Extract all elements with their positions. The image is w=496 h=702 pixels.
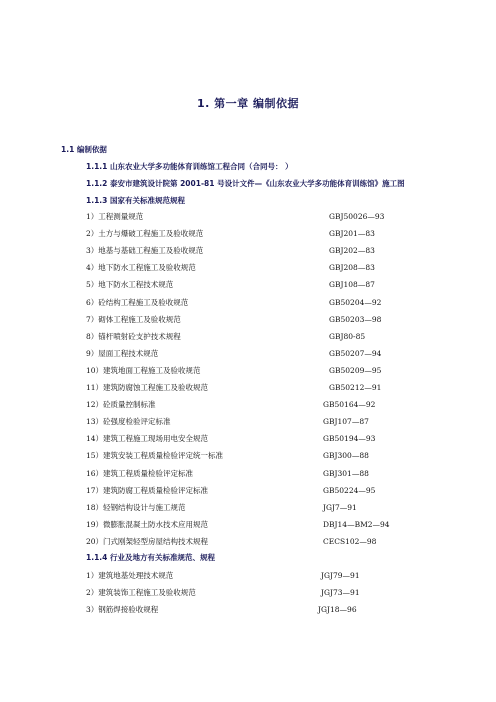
- standard-list-item: [86, 588, 360, 598]
- standard-list-item: [86, 485, 376, 496]
- standard-code: GB50194—93: [323, 434, 376, 444]
- standard-code: GBJ50026—93: [329, 212, 385, 221]
- standard-code: JGJ79—91: [321, 571, 360, 580]
- standard-list-item: [86, 314, 382, 325]
- standard-list-item: [86, 434, 376, 444]
- standard-code: GBJ201—83: [329, 229, 375, 239]
- standard-name: 4）地下防水工程施工及验收规范: [86, 263, 196, 273]
- standard-list-item: [86, 536, 377, 547]
- standard-list-item: [86, 383, 382, 393]
- standard-list-item: [86, 246, 375, 256]
- standard-name: 3）地基与基础工程施工及验收规范: [86, 246, 204, 256]
- standard-name: 8）锚杆喷射砼支护技术规程: [86, 331, 181, 341]
- section-heading-1-1-1: 1.1.1 山东农业大学多功能体育训练馆工程合同（合同号： ）: [86, 162, 293, 171]
- standard-code: GB50224—95: [323, 485, 376, 495]
- standard-list-item: [86, 331, 366, 342]
- standard-name: 5）地下防水工程技术规范: [86, 280, 174, 290]
- standard-list-item: [86, 280, 375, 290]
- standard-list-item: [86, 365, 382, 376]
- standard-name: 20）门式刚架轻型房屋结构技术规程: [86, 536, 209, 546]
- standard-code: GB50204—92: [329, 297, 382, 307]
- standard-name: 2）建筑装饰工程施工及验收规范: [86, 588, 196, 598]
- standard-name: 13）砼强度检验评定标准: [86, 417, 171, 427]
- standard-code: JGJ73—91: [321, 588, 360, 598]
- standard-list-item: [86, 212, 385, 222]
- standard-list-item: [86, 605, 357, 615]
- standard-name: 2）土方与爆破工程施工及验收规范: [86, 229, 204, 239]
- section-heading-1-1-2: 1.1.2 泰安市建筑设计院第 2001-81 号设计文件—《山东农业大学多功能体育训练馆》施工图: [86, 179, 405, 188]
- standard-name: 17）建筑防腐工程质量检验评定标准: [86, 485, 209, 495]
- standard-name: 14）建筑工程施工现场用电安全规范: [86, 434, 209, 444]
- standard-code: JGJ7—91: [323, 502, 357, 512]
- standard-code: GB50207—94: [329, 348, 382, 358]
- standard-list-item: [86, 502, 357, 513]
- standard-list-item: [86, 468, 369, 479]
- standard-name: 19）微膨胀混凝土防水技术应用规范: [86, 519, 209, 529]
- standard-code: GB50212—91: [329, 383, 382, 392]
- standard-code: GB50209—95: [329, 365, 382, 375]
- standard-name: 1）工程测量规范: [86, 212, 144, 221]
- section-heading-1-1: 1.1 编制依据: [61, 145, 107, 154]
- standard-name: 10）建筑地面工程施工及验收规范: [86, 365, 201, 375]
- standard-list-item: [86, 348, 382, 359]
- standard-list-item: [86, 297, 382, 308]
- standard-name: 16）建筑工程质量检验评定标准: [86, 468, 194, 478]
- standard-code: GB50203—98: [329, 314, 382, 324]
- section-heading-1-1-4: 1.1.4 行业及地方有关标准规范、规程: [86, 553, 215, 562]
- chapter-title: 1. 第一章 编制依据: [197, 97, 299, 110]
- standard-name: 1）建筑地基处理技术规范: [86, 571, 174, 580]
- standard-code: GBJ108—87: [329, 280, 375, 290]
- standard-code: GBJ80-85: [329, 331, 366, 341]
- standard-list-item: [86, 451, 369, 461]
- standard-name: 11）建筑防腐蚀工程施工及验收规范: [86, 383, 209, 392]
- standard-list-item: [86, 417, 369, 427]
- standard-name: 15）建筑安装工程质量检验评定统一标准: [86, 451, 224, 461]
- standard-code: GB50164—92: [323, 400, 376, 410]
- standard-list-item: [86, 229, 375, 239]
- standard-code: CECS102—98: [323, 536, 377, 546]
- standard-code: DBJ14—BM2—94: [323, 519, 390, 529]
- standard-list-item: [86, 519, 390, 530]
- standard-code: JGJ18—96: [318, 605, 357, 615]
- standard-code: GBJ300—88: [323, 451, 369, 461]
- standard-code: GBJ208—83: [329, 263, 375, 273]
- standard-name: 7）砌体工程施工及验收规范: [86, 314, 181, 324]
- standard-name: 9）屋面工程技术规范: [86, 348, 159, 358]
- standard-code: GBJ107—87: [323, 417, 369, 427]
- standard-code: GBJ301—88: [323, 468, 369, 478]
- standard-name: 18）轻钢结构设计与施工规范: [86, 502, 186, 512]
- standard-list-item: [86, 263, 375, 273]
- standard-list-item: [86, 400, 376, 410]
- section-heading-1-1-3: 1.1.3 国家有关标准规范规程: [86, 196, 185, 205]
- standard-code: GBJ202—83: [329, 246, 375, 256]
- standard-name: 3）钢筋焊接验收规程: [86, 605, 159, 615]
- standard-name: 6）砼结构工程施工及验收规范: [86, 297, 189, 307]
- standard-list-item: [86, 571, 360, 581]
- standard-name: 12）砼质量控制标准: [86, 400, 156, 410]
